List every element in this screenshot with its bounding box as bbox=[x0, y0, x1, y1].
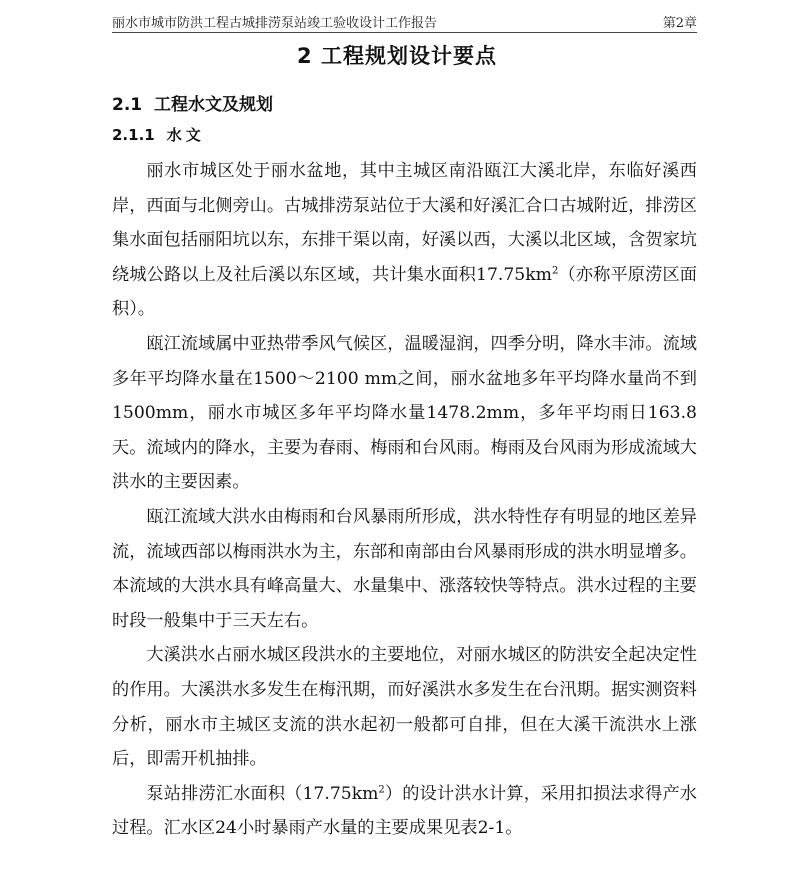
body-text bbox=[112, 154, 697, 846]
section-heading bbox=[112, 90, 273, 115]
section-title: 工程水文及规划 bbox=[153, 95, 273, 115]
chapter-label: 第2章 bbox=[662, 16, 697, 31]
superscript-2: 2 bbox=[551, 265, 559, 277]
paragraph-5-text: 泵站排涝汇水面积（17.75km bbox=[146, 783, 379, 804]
subsection-title: 水文 bbox=[166, 126, 205, 144]
paragraph-5-tail: ）的设计洪水计算，采用扣损法求得产水过程。汇水区24小时暴雨产水量的主要成果见表2-1。 bbox=[112, 783, 697, 839]
section-number: 2.1 bbox=[112, 95, 143, 115]
paragraph-3: 瓯江流域大洪水由梅雨和台风暴雨所形成，洪水特性存有明显的地区差异流，流域西部以梅雨洪水为主，东部和南部由台风暴雨形成的洪水明显增多。本流域的大洪水具有峰高量大、水量集中、涨落较快等特点。洪水过程的主要时段一般集中于三天左右。 bbox=[112, 506, 697, 631]
subsection-heading bbox=[112, 124, 205, 145]
superscript-2: 2 bbox=[378, 783, 385, 795]
paragraph-2: 瓯江流域属中亚热带季风气候区，温暖湿润，四季分明，降水丰沛。流域多年平均降水量在1500～2100 mm之间，丽水盆地多年平均降水量尚不到1500mm，丽水市城区多年平均降水量1478.2mm，多年平均雨日163.8天。流域内的降水，主要为春雨、梅雨和台风雨。梅雨及台风雨为形成流域大洪水的主要因素。 bbox=[112, 333, 697, 493]
paragraph-1 bbox=[112, 154, 697, 327]
paragraph-4: 大溪洪水占丽水城区段洪水的主要地位，对丽水城区的防洪安全起决定性的作用。大溪洪水多发生在梅汛期，而好溪洪水多发生在台汛期。据实测资料分析，丽水市主城区支流的洪水起初一般都可自排，但在大溪干流洪水上涨后，即需开机抽排。 bbox=[112, 645, 697, 770]
report-title: 丽水市城市防洪工程古城排涝泵站竣工验收设计工作报告 bbox=[112, 16, 438, 31]
page-header bbox=[112, 8, 697, 33]
chapter-title: 2 工程规划设计要点 bbox=[297, 44, 497, 68]
paragraph-5 bbox=[112, 777, 697, 846]
subsection-number: 2.1.1 bbox=[112, 126, 155, 144]
paragraph-1-text: 丽水市城区处于丽水盆地，其中主城区南沿瓯江大溪北岸，东临好溪西岸，西面与北侧旁山。古城排涝泵站位于大溪和好溪汇合口古城附近，排涝区集水面包括丽阳坑以东，东排干渠以南，好溪以西，大溪以北区域，含贺家坑绕城公路以上及社后溪以东区域，共计集水面积17.75km bbox=[112, 161, 697, 285]
paragraph-1-tail: （亦称平原涝区面积）。 bbox=[112, 264, 697, 320]
